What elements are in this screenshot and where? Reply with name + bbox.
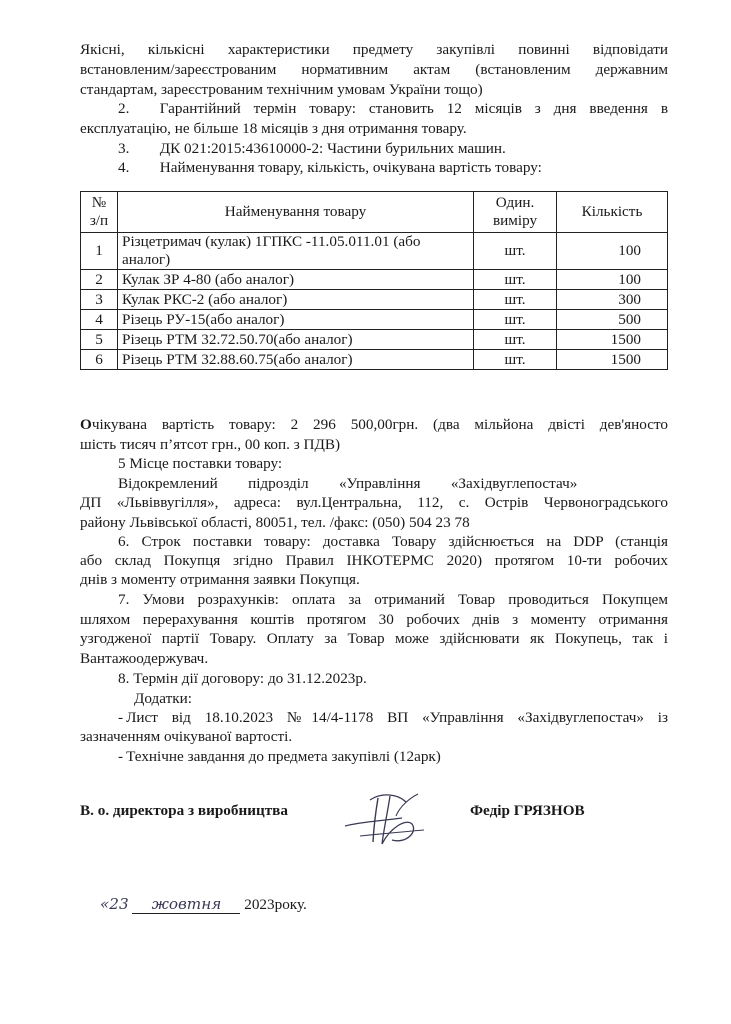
document-date	[100, 895, 307, 914]
row-name	[118, 233, 474, 270]
delivery-place-line-2: ДП «Львіввугілля», адреса: вул.Центральна, 112, с. Острів Червоноградського	[80, 494, 668, 511]
warranty-line-2: експлуатацію, не більше 18 місяців з дня отримання товару.	[80, 120, 467, 137]
header-name: Найменування товару	[118, 192, 474, 233]
row-name: Кулак РКС-2 (або аналог)	[118, 290, 474, 310]
expected-cost-initial: О	[80, 416, 92, 433]
goods-intro-line: 4. Найменування товару, кількість, очікувана вартість товару:	[118, 159, 542, 176]
goods-table	[80, 191, 668, 370]
date-day: «23	[100, 895, 129, 913]
row-name: Різець РТМ 32.72.50.70(або аналог)	[118, 330, 474, 350]
signatory-name: Федір ГРЯЗНОВ	[470, 802, 585, 819]
delivery-term-line-3: днів з моменту отримання заявки Покупця.	[80, 571, 360, 588]
table-row	[81, 290, 668, 310]
row-num: 4	[81, 310, 118, 330]
row-unit: шт.	[474, 270, 557, 290]
payment-line-4: Вантажоодержувач.	[80, 650, 209, 667]
row-qty: 100	[557, 270, 668, 290]
row-name: Різець РУ-15(або аналог)	[118, 310, 474, 330]
delivery-term-line-2: або склад Покупця згідно Правил ІНКОТЕРМС 2020) протягом 10-ти робочих	[80, 552, 668, 569]
table-row	[81, 350, 668, 370]
header-num: № з/п	[81, 192, 118, 233]
dk-code-line: 3. ДК 021:2015:43610000-2: Частини бурильних машин.	[118, 140, 506, 157]
warranty-line-1: 2. Гарантійний термін товару: становить 12 місяців з дня введення в	[118, 100, 668, 117]
row-num: 6	[81, 350, 118, 370]
table-row	[81, 330, 668, 350]
expected-cost-line-2: шість тисяч п’ятсот грн., 00 коп. з ПДВ)	[80, 436, 341, 453]
attachment-1-line-1: - Лист від 18.10.2023 №14/4-1178 ВП «Управління «Західвуглепостач» із	[118, 709, 668, 726]
row-unit: шт.	[474, 350, 557, 370]
expected-cost-line-1	[80, 415, 668, 435]
signatory-position: В. о. директора з виробництва	[80, 802, 288, 819]
attachment-2-line: - Технічне завдання до предмета закупівлі (12арк)	[118, 748, 441, 765]
date-month: жовтня	[132, 895, 240, 914]
quality-line-1: Якісні, кількісні характеристики предмету закупівлі повинні відповідати	[80, 41, 668, 58]
row-qty: 500	[557, 310, 668, 330]
row-unit: шт.	[474, 290, 557, 310]
table-row	[81, 233, 668, 270]
row-num: 2	[81, 270, 118, 290]
delivery-term-line-1: 6. Строк поставки товару: доставка Товару здійснюється на DDP (станція	[118, 533, 668, 550]
payment-line-3: узгодженої партії Товару. Оплату за Товар може здійснювати як Покупець, так і	[80, 630, 668, 647]
row-num: 1	[81, 233, 118, 270]
table-header-row	[81, 192, 668, 233]
payment-line-2: шляхом перерахування коштів протягом 30 робочих днів з моменту отримання	[80, 611, 668, 628]
contract-term-line: 8. Термін дії договору: до 31.12.2023р.	[118, 670, 367, 687]
payment-line-1: 7. Умови розрахунків: оплата за отриманий Товар проводиться Покупцем	[118, 591, 668, 608]
row-num: 5	[81, 330, 118, 350]
expected-cost-text: чікувана вартість товару: 2 296 500,00грн. (два мільйона двісті дев'яносто	[91, 416, 668, 433]
handwritten-signature	[340, 788, 430, 850]
row-name-line-1: Різцетримач (кулак) 1ГПКС -11.05.011.01 (або	[122, 233, 421, 250]
header-unit: Один. виміру	[474, 192, 557, 233]
row-qty: 1500	[557, 350, 668, 370]
delivery-place-title: 5 Місце поставки товару:	[118, 455, 283, 472]
row-unit: шт.	[474, 330, 557, 350]
row-num: 3	[81, 290, 118, 310]
quality-line-3: стандартам, зареєстрованим технічним умовам України тощо)	[80, 81, 483, 98]
row-name: Різець РТМ 32.88.60.75(або аналог)	[118, 350, 474, 370]
row-unit: шт.	[474, 310, 557, 330]
row-name: Кулак ЗР 4-80 (або аналог)	[118, 270, 474, 290]
row-qty: 300	[557, 290, 668, 310]
attachment-1-line-2: зазначенням очікуваної вартості.	[80, 728, 293, 745]
header-qty: Кількість	[557, 192, 668, 233]
delivery-place-line-3: району Львівської області, 80051, тел. /факс: (050) 504 23 78	[80, 514, 470, 531]
attachments-title: Додатки:	[134, 690, 192, 707]
delivery-place-line-1: Відокремлений підрозділ «Управління «Західвуглепостач»	[118, 475, 578, 492]
table-row	[81, 270, 668, 290]
row-qty: 100	[557, 233, 668, 270]
quality-line-2: встановленим/зареєстрованим нормативним актам (встановленим державним	[80, 61, 668, 78]
date-year: 2023року.	[244, 896, 307, 913]
row-name-line-2: аналог)	[122, 251, 171, 268]
row-qty: 1500	[557, 330, 668, 350]
row-unit: шт.	[474, 233, 557, 270]
table-row	[81, 310, 668, 330]
